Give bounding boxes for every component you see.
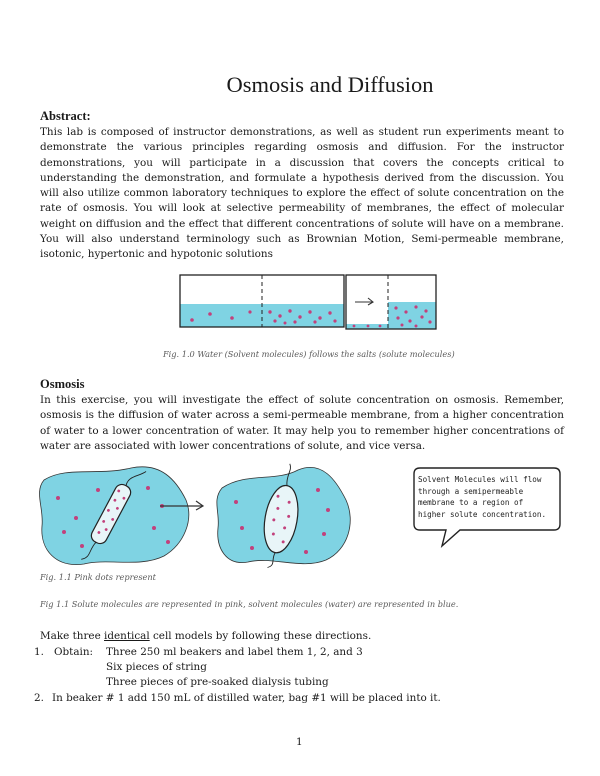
step-1-item: Three pieces of pre-soaked dialysis tubing xyxy=(106,676,329,688)
beaker-before xyxy=(180,275,344,327)
step-2-text: In beaker # 1 add 150 mL of distilled water, bag #1 will be placed into it. xyxy=(52,692,441,704)
figure-1-0-diagram xyxy=(170,272,440,336)
bubble-line: higher solute concentration. xyxy=(418,509,547,519)
figure-1-0-caption: Fig. 1.0 Water (Solvent molecules) follows the salts (solute molecules) xyxy=(163,349,455,359)
step-1-label: Obtain: xyxy=(54,646,94,658)
bubble-line: membrane to a region of xyxy=(418,498,524,507)
step-1-item: Six pieces of string xyxy=(106,661,207,673)
figure-1-1-caption: Fig 1.1 Solute molecules are represented in pink, solvent molecules (water) are represented in blue. xyxy=(40,599,459,609)
instructions-intro xyxy=(40,629,371,644)
arrow-right xyxy=(355,298,373,305)
figure-1-1-diagram xyxy=(36,458,426,570)
cell-model-after xyxy=(217,461,350,570)
osmosis-paragraph: In this exercise, you will investigate the effect of solute concentration on osmosis. Remember, osmosis is the diffusion of water across a semi-permeable membrane, from a higher concentration of water to a lower concentration of water. It may help you to remember higher concentrations of water are associated with lower concentrations of solute, and vice versa. xyxy=(40,394,564,452)
intro-text: Make three xyxy=(40,630,105,642)
step-1-number: 1. xyxy=(34,646,44,658)
intro-underlined: identical xyxy=(104,630,150,642)
bubble-line: through a semipermeable xyxy=(418,486,524,496)
abstract-paragraph: This lab is composed of instructor demonstrations, as well as student run experiments meant to demonstrate the various principles regarding osmosis and diffusion. For the instructor demonstrations, you will participate in a discussion that covers the concepts critical to understanding the demonstration, and formulate a hypothesis derived from the discussion. You will also utilize common laboratory techniques to explore the effect of solute concentration on the rate of osmosis. You will look at selective permeability of membranes, the effect of molecular weight on diffusion and the effect that different concentrations of solute will have on a membrane. You will also understand terminology such as Brownian Motion, Semi-permeable membrane, isotonic, hypertonic and hypotonic solutions xyxy=(40,126,564,261)
step-1-item: Three 250 ml beakers and label them 1, 2, and 3 xyxy=(106,646,363,658)
beaker-after-water-right xyxy=(388,302,436,329)
page-title: Osmosis and Diffusion xyxy=(226,72,434,97)
abstract-heading: Abstract: xyxy=(40,109,91,123)
bubble-line: Solvent Molecules will flow xyxy=(418,475,542,484)
step-2-number: 2. xyxy=(34,692,44,704)
beaker-before-water xyxy=(180,304,344,327)
page-number: 1 xyxy=(296,736,303,748)
cell-model-before xyxy=(39,463,188,567)
speech-bubble-text xyxy=(418,474,554,520)
intro-text-end: cell models by following these directions. xyxy=(149,630,372,642)
osmosis-heading: Osmosis xyxy=(40,377,85,391)
figure-1-1-caption-short: Fig. 1.1 Pink dots represent xyxy=(40,572,156,582)
